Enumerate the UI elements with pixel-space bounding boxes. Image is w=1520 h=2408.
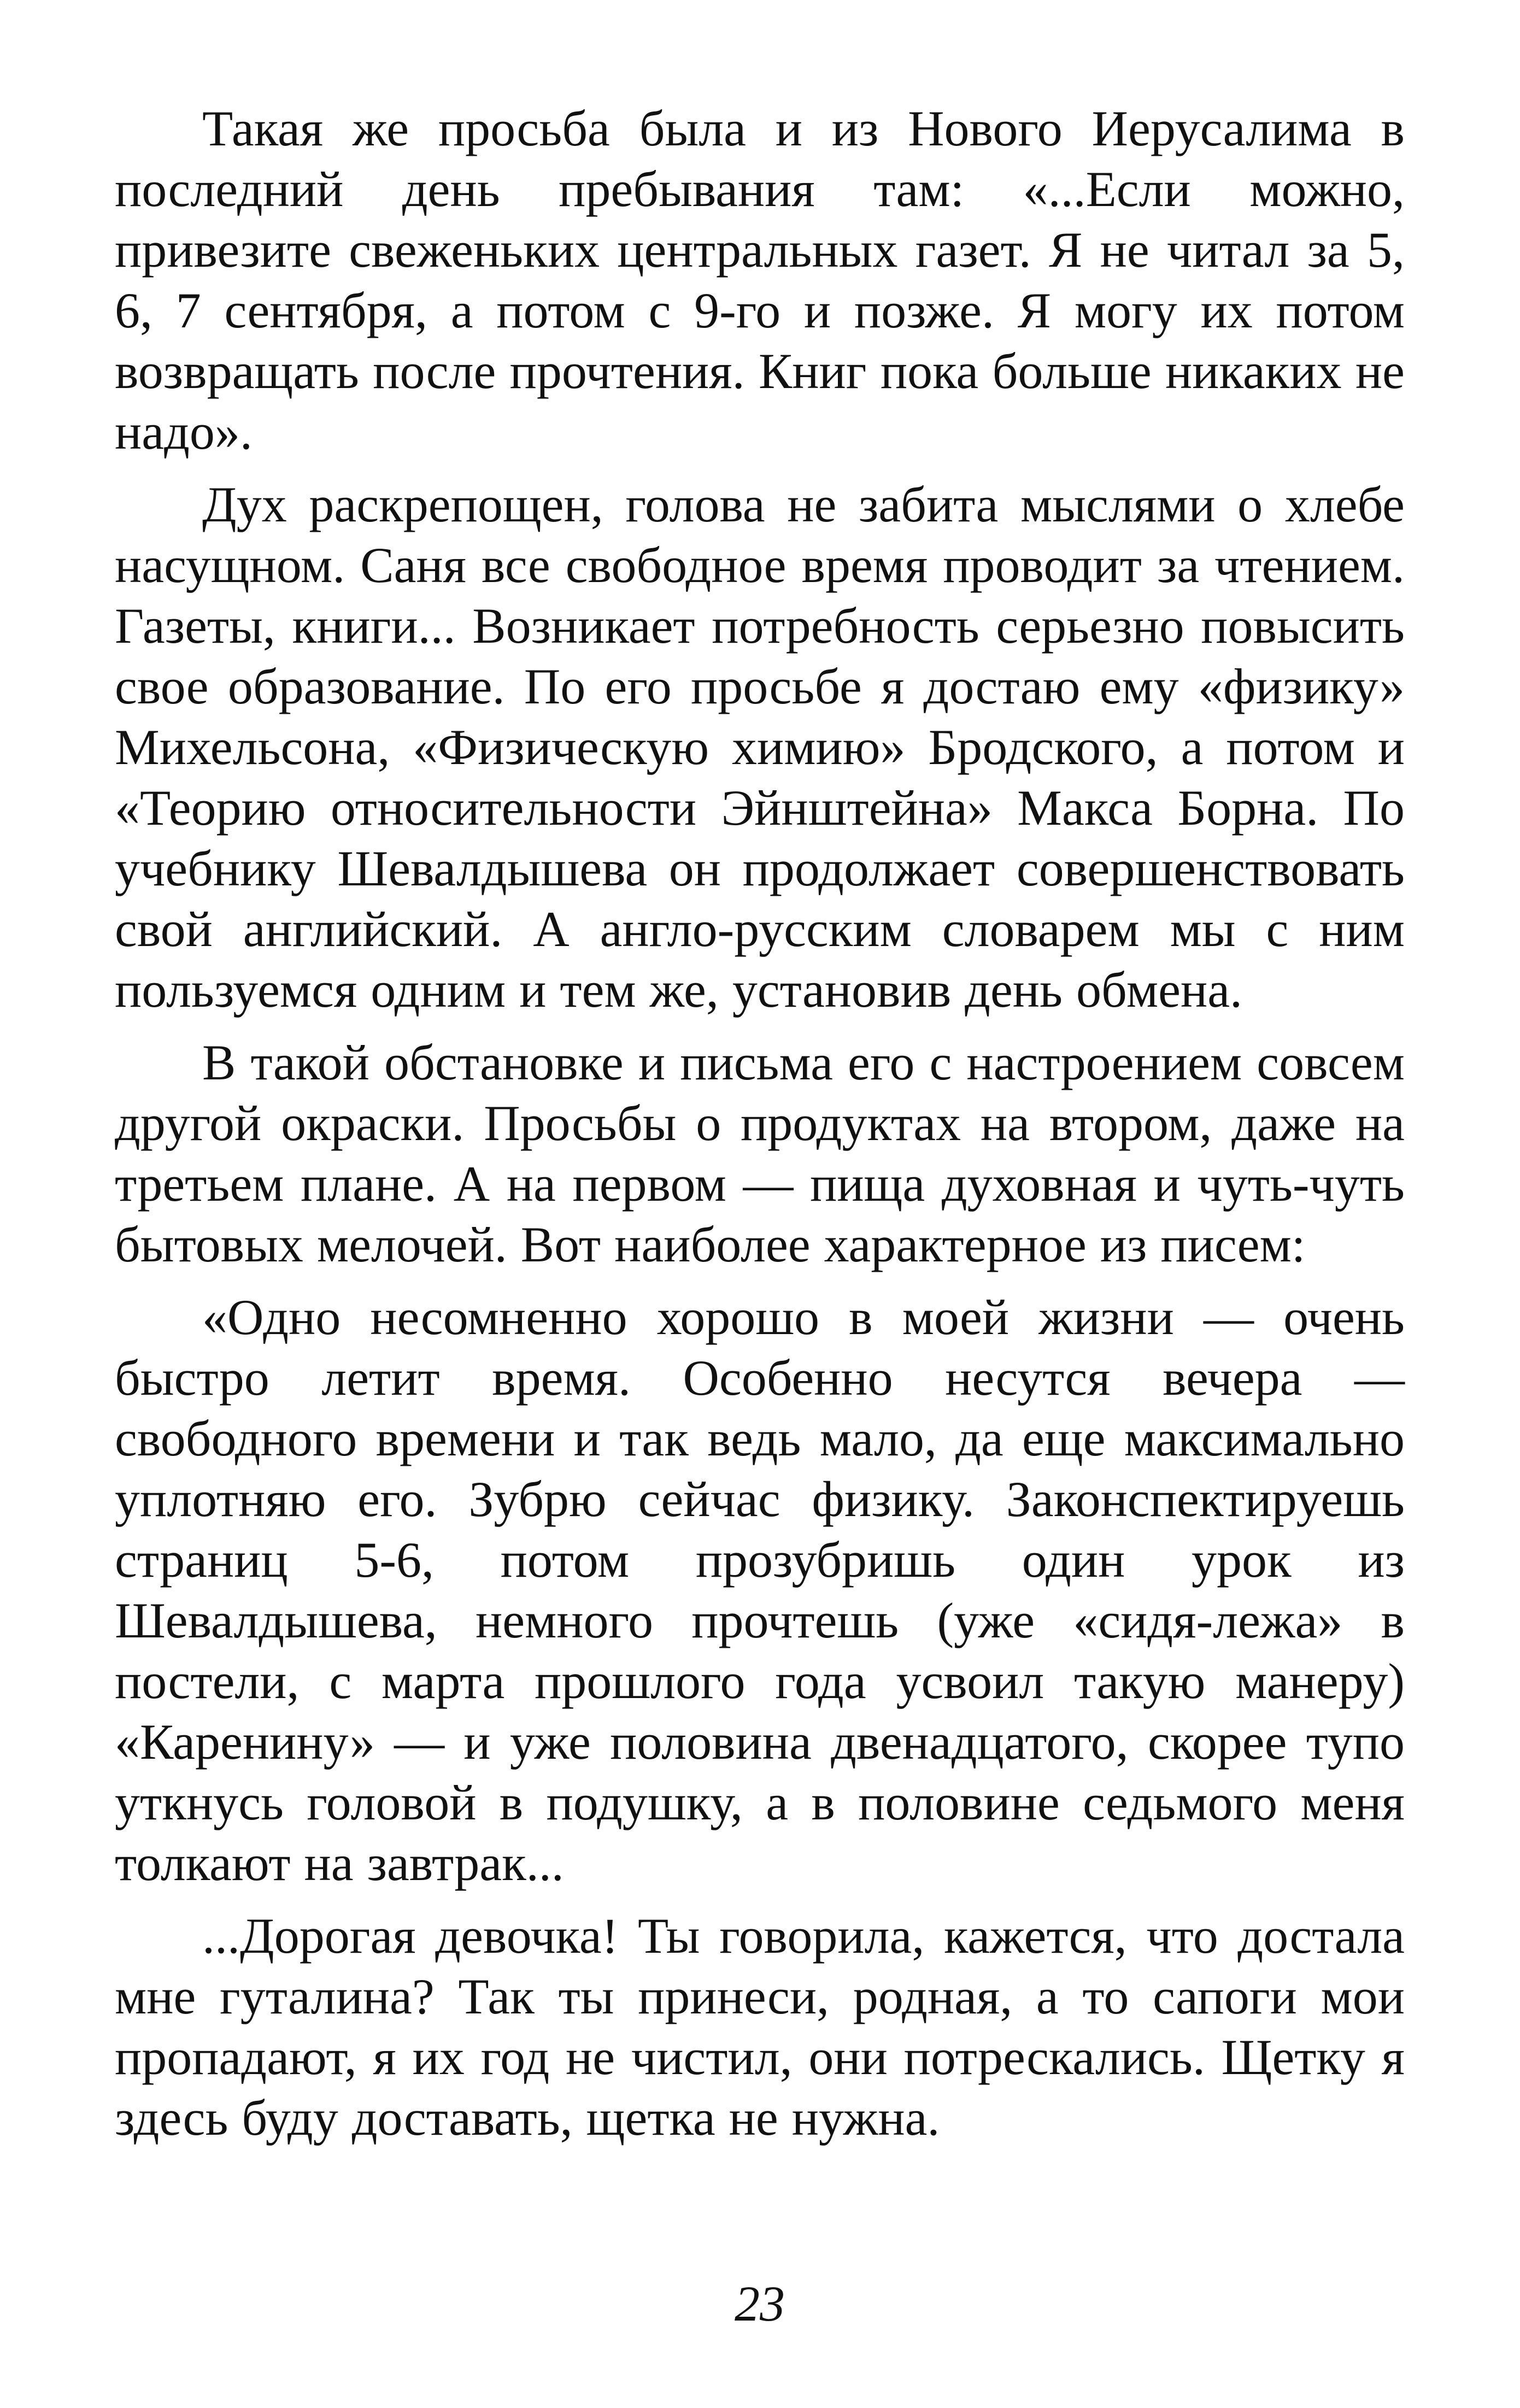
paragraph-3: В такой обстановке и письма его с настроением совсем другой окраски. Просьбы о продуктах на втором, даже на третьем плане. А на первом — пища духовная и чуть-чуть бытовых мелочей. Вот наиболее характерное из писем: [115,1035,1405,1272]
paragraph-1: Такая же просьба была и из Нового Иерусалима в последний день пребывания там: «...Если можно, привезите свеженьких центральных газет. Я не читал за 5, 6, 7 сентября, а потом с 9-го и позже. Я могу их потом возвращать после прочтения. Книг пока больше никаких не надо». [115,101,1405,460]
book-page [115,98,1405,2366]
paragraph-4: «Одно несомненно хорошо в моей жизни — очень быстро летит время. Особенно несутся вечера — свободного времени и так ведь мало, да еще максимально уплотняю его. Зубрю сейчас физику. Законспектируешь страниц 5-6, потом прозубришь один урок из Шевалдышева, немного прочтешь (уже «сидя-лежа» в постели, с марта прошлого года усвоил такую манеру) «Каренину» — и уже половина двенадцатого, скорее тупо уткнусь головой в подушку, а в половине седьмого меня толкают на завтрак... [115,1289,1405,1891]
page-number: 23 [735,2276,785,2331]
paragraph-5: ...Дорогая девочка! Ты говорила, кажется, что достала мне гуталина? Так ты принеси, родная, а то сапоги мои пропадают, я их год не чистил, они потрескались. Щетку я здесь буду доставать, щетка не нужна. [115,1908,1405,2146]
paragraph-2: Дух раскрепощен, голова не забита мыслями о хлебе насущном. Саня все свободное время проводит за чтением. Газеты, книги... Возникает потребность серьезно повысить свое образование. По его просьбе я достаю ему «физику» Михельсона, «Физическую химию» Бродского, а потом и «Теорию относительности Эйнштейна» Макса Борна. По учебнику Шевалдышева он продолжает совершенствовать свой английский. А англо-русским словарем мы с ним пользуемся одним и тем же, установив день обмена. [115,477,1405,1018]
